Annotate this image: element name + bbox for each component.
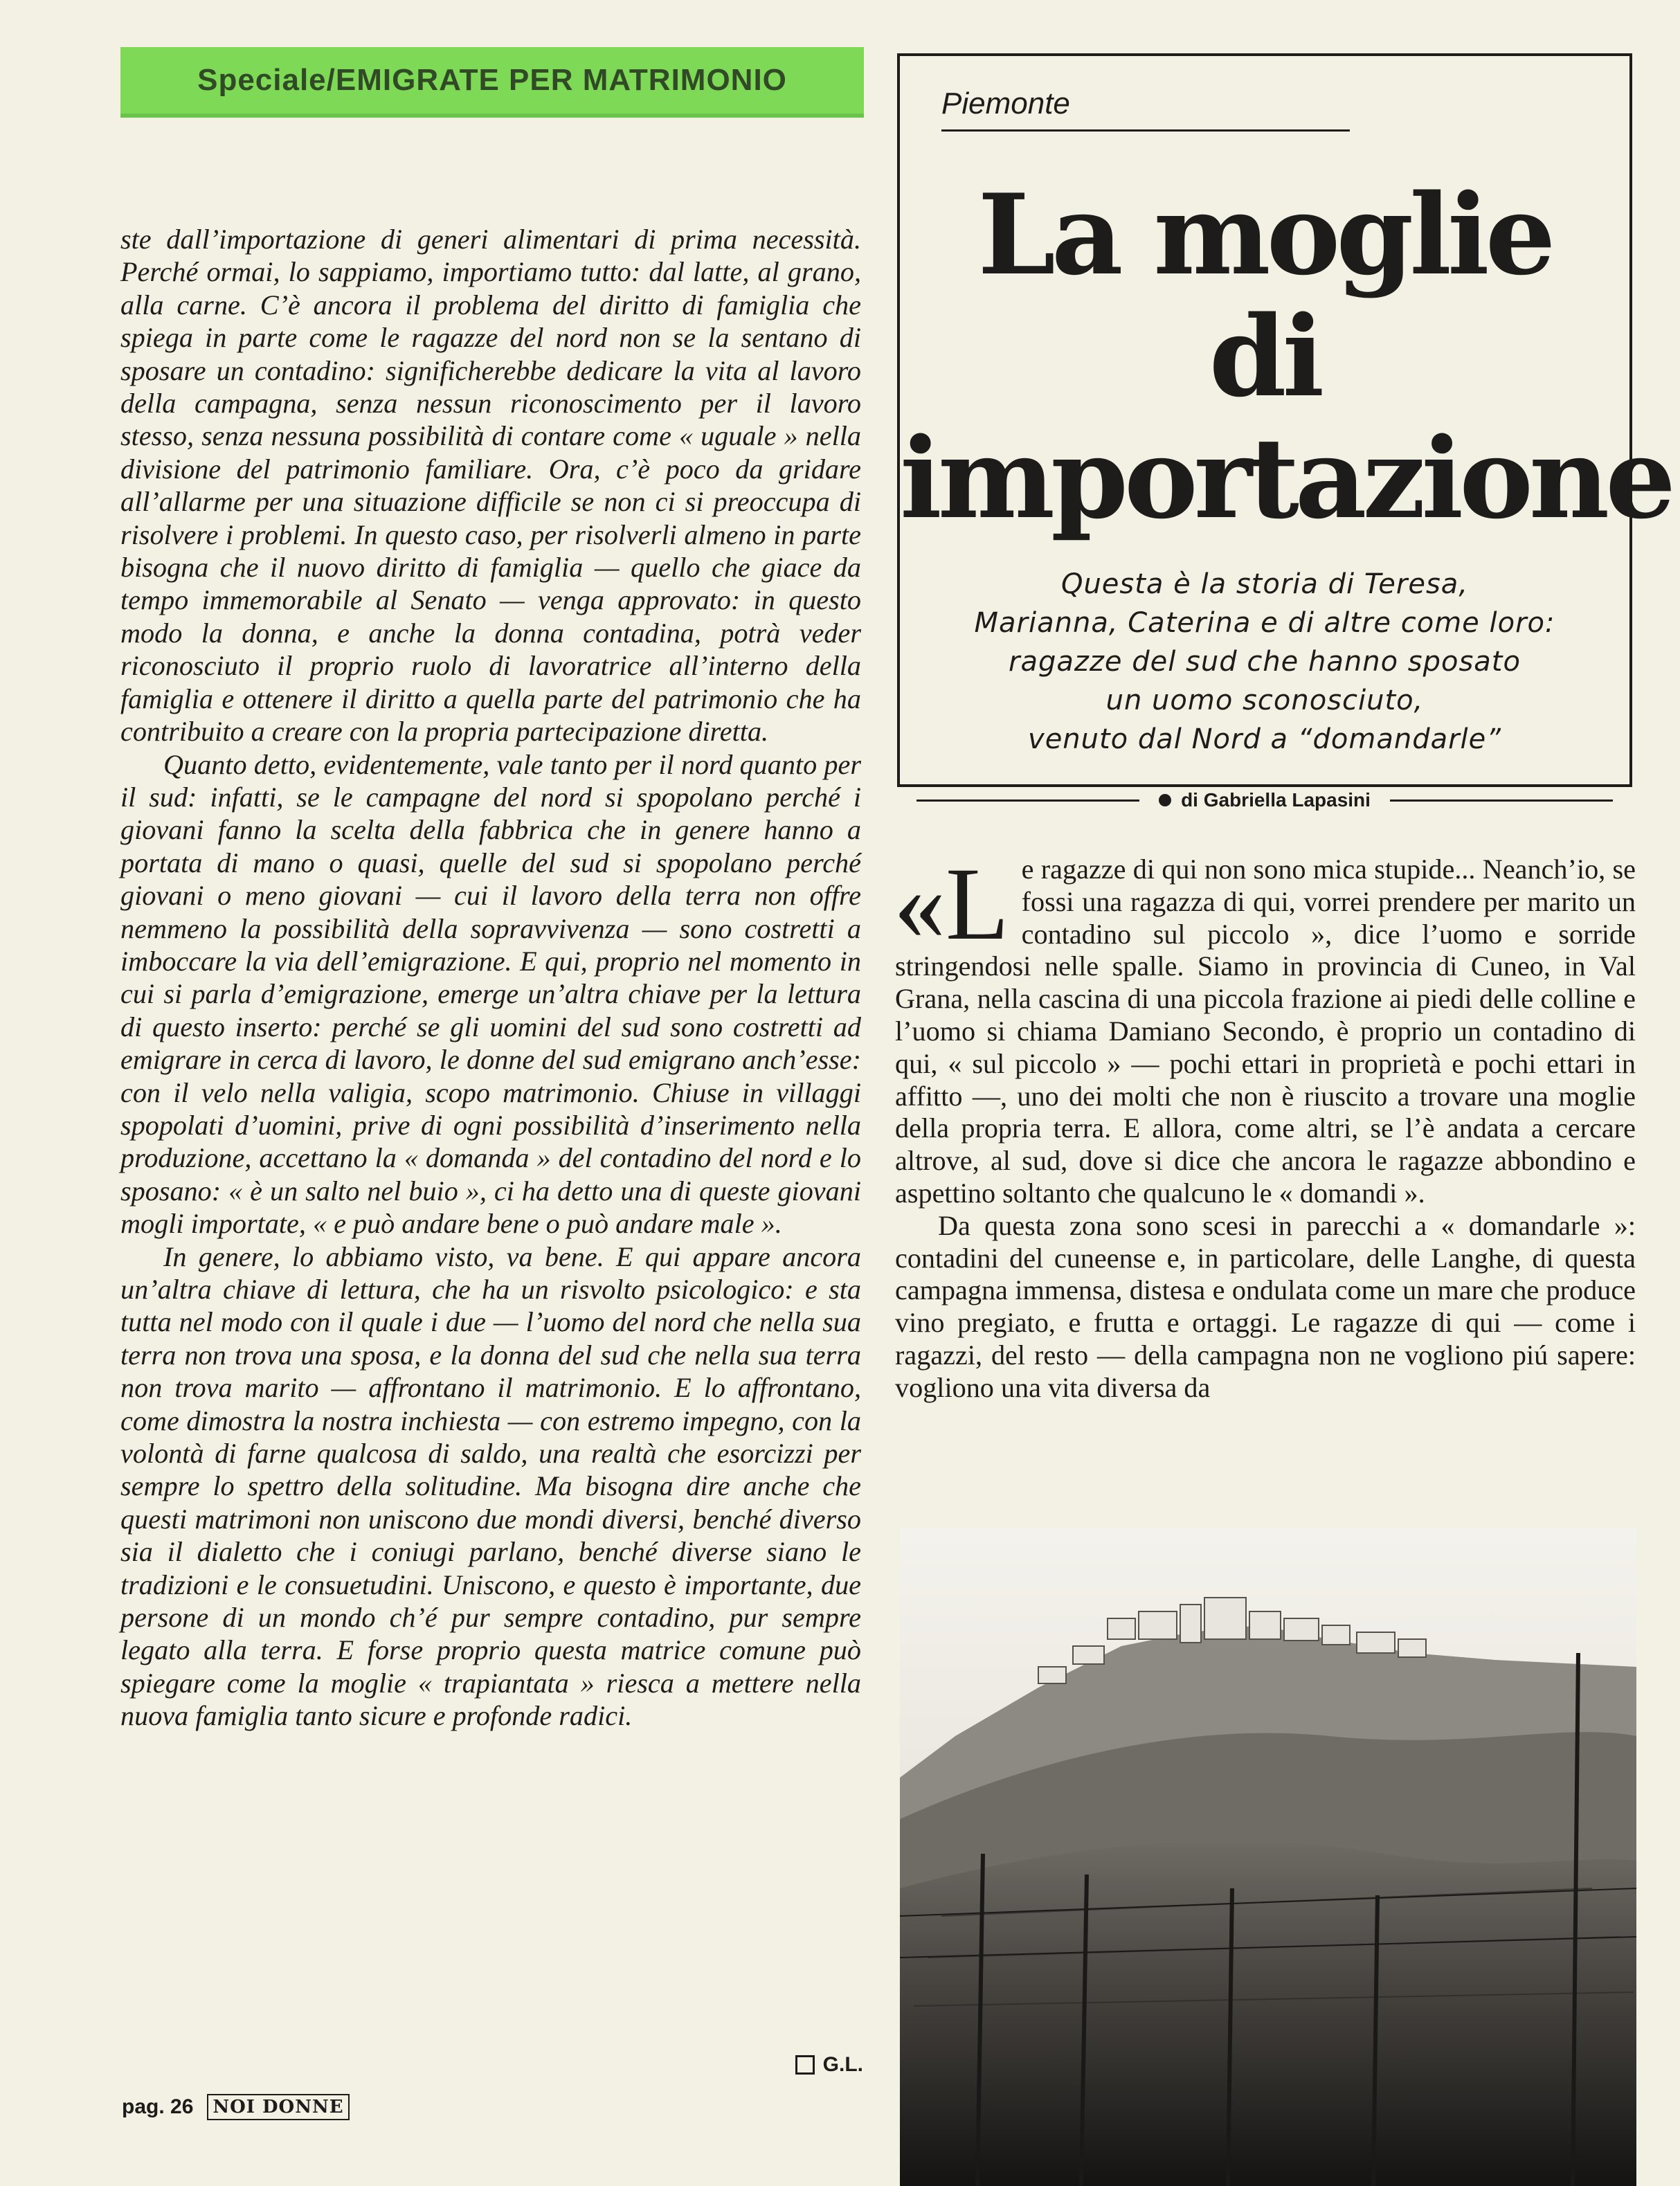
byline-author: di Gabriella Lapasini [1181,789,1371,811]
left-paragraph-2: Quanto detto, evidentemente, vale tanto per il nord quanto per il sud: infatti, se le campagne del nord si spopolano perché i giovani fanno la scelta della fabbrica che in genere hanno a portata di mano o quasi, quelle del sud si spopolano perché giovani o meno giovani — cui il lavoro della terra non offre nemmeno la possibilità della sopravvivenza — sono costretti a imboccare la via dell’emigrazione. E qui, proprio nel momento in cui si parla d’emigrazione, emerge un’altra chiave per la lettura di questo inserto: perché se gli uomini del sud sono costretti ad emigrare in cerca di lavoro, le donne del sud emigrano anch’esse: con il velo nella valigia, scopo matrimonio. Chiuse in villaggi spopolati d’uomini, prive di ogni possibilità d’inserimento nella produzione, accettano la « domanda » del contadino del nord e lo sposano: « è un salto nel buio », ci ha detto una di queste giovani mogli importate, « e può andare bene o può andare male ». [120,748,861,1240]
signature-initials: G.L. [822,2053,863,2076]
end-mark-icon [795,2055,815,2075]
drop-cap: «L [894,847,1009,961]
page-footer [122,2094,350,2120]
headline-line-3: importazione [900,413,1672,543]
right-article-column [894,847,1636,1404]
region-label: Piemonte [941,87,1350,132]
magazine-logo: NOI DONNE [207,2094,349,2120]
landscape-photo [900,1528,1636,2186]
title-box [897,53,1672,787]
byline-rule-left [916,800,1139,802]
section-banner [120,47,864,118]
left-paragraph-3: In genere, lo abbiamo visto, va bene. E qui appare ancora un’altra chiave di lettura, che ha un risvolto psicologico: e sta tutta nel modo con il quale i due — l’uomo del nord che nella sua terra non trova una sposa, e la donna del sud che nella sua terra non trova marito — affrontano il matrimonio. E lo affrontano, come dimostra la nostra inchiesta — con estremo impegno, con la volontà di farne qualcosa di saldo, una realtà che esorcizzi per sempre lo spettro della solitudine. Ma bisogna dire anche che questi matrimoni non uniscono due mondi diversi, benché diverso sia il dialetto che i coniugi parlano, benché diverse siano le tradizioni e le consuetudini. Uniscono, e questo è importante, due persone di un mondo ch’é pur sempre contadino, pur sempre legato alla terra. E forse proprio questa matrice comune può spiegare come la moglie « trapiantata » riesca a mettere nella nuova famiglia tanto sicure e profonde radici. [120,1240,861,1732]
right-paragraph-2: Da questa zona sono scesi in parecchi a « domandarle »: contadini del cuneense e, in particolare, delle Langhe, di questa campagna immensa, distesa e ondulata come un mare che produce vino pregiato, e frutta e ortaggi. Le ragazze di qui — come i ragazzi, del resto — della campagna non ne vogliono piú sapere: vogliono una vita diversa da [895,1209,1636,1403]
byline [897,786,1632,814]
right-paragraph-1: e ragazze di qui non sono mica stupide... Neanch’io, se fossi una ragazza di qui, vorrei prendere per marito un contadino sul piccolo », dice l’uomo e sorride stringendosi nelle spalle. Siamo in provincia di Cuneo, in Val Grana, nella cascina di una piccola frazione ai piedi delle colline e l’uomo si chiama Damiano Secondo, è proprio un contadino di qui, « sul piccolo » — pochi ettari in proprietà e pochi ettari in affitto —, uno dei molti che non è riuscito a trovare una moglie della propria terra. E allora, come altri, se l’è andata a cercare altrove, al sud, dove si dice che ancora le ragazze abbondino e aspettino soltanto che qualcuno le « domandi ». [895,853,1636,1209]
bullet-icon [1159,794,1171,806]
left-article-column [120,223,861,1733]
author-signature [795,2053,863,2077]
subtitle-line-5: venuto dal Nord a “domandarle” [1028,723,1501,755]
subtitle [900,565,1629,759]
subtitle-line-3: ragazze del sud che hanno sposato [1009,646,1521,678]
subtitle-line-4: un uomo sconosciuto, [1105,685,1424,716]
subtitle-line-2: Marianna, Caterina e di altre come loro: [974,607,1555,639]
hill-village-image [900,1528,1636,2186]
headline-line-1: La moglie [977,170,1552,300]
headline [900,170,1672,543]
left-paragraph-1: ste dall’importazione di generi alimentari di prima necessità. Perché ormai, lo sappiamo, importiamo tutto: dal latte, al grano, alla carne. C’è ancora il problema del diritto di famiglia che spiega in parte come le ragazze del nord non se la sentano di sposare un contadino: significherebbe dedicare la vita al lavoro della campagna, senza nessun riconoscimento per il lavoro stesso, senza nessuna possibilità di contare come « uguale » nella divisione del patrimonio familiare. Ora, c’è poco da gridare all’allarme per una situazione difficile se non ci si preoccupa di risolvere i problemi. In questo caso, per risolverli almeno in parte bisogna che il nuovo diritto di famiglia — quello che giace da tempo immemorabile al Senato — venga approvato: in questo modo la donna, e anche la donna contadina, potrà veder riconosciuto il proprio ruolo di lavoratrice all’interno della famiglia e ottenere il diritto a quella parte del patrimonio che ha contribuito a creare con la propria partecipazione diretta. [120,224,861,748]
byline-rule-right [1390,800,1613,802]
subtitle-line-1: Questa è la storia di Teresa, [1060,568,1469,600]
page-number: pag. 26 [122,2095,194,2118]
headline-line-2: di [1209,291,1321,422]
banner-label: Speciale/EMIGRATE PER MATRIMONIO [197,63,787,97]
